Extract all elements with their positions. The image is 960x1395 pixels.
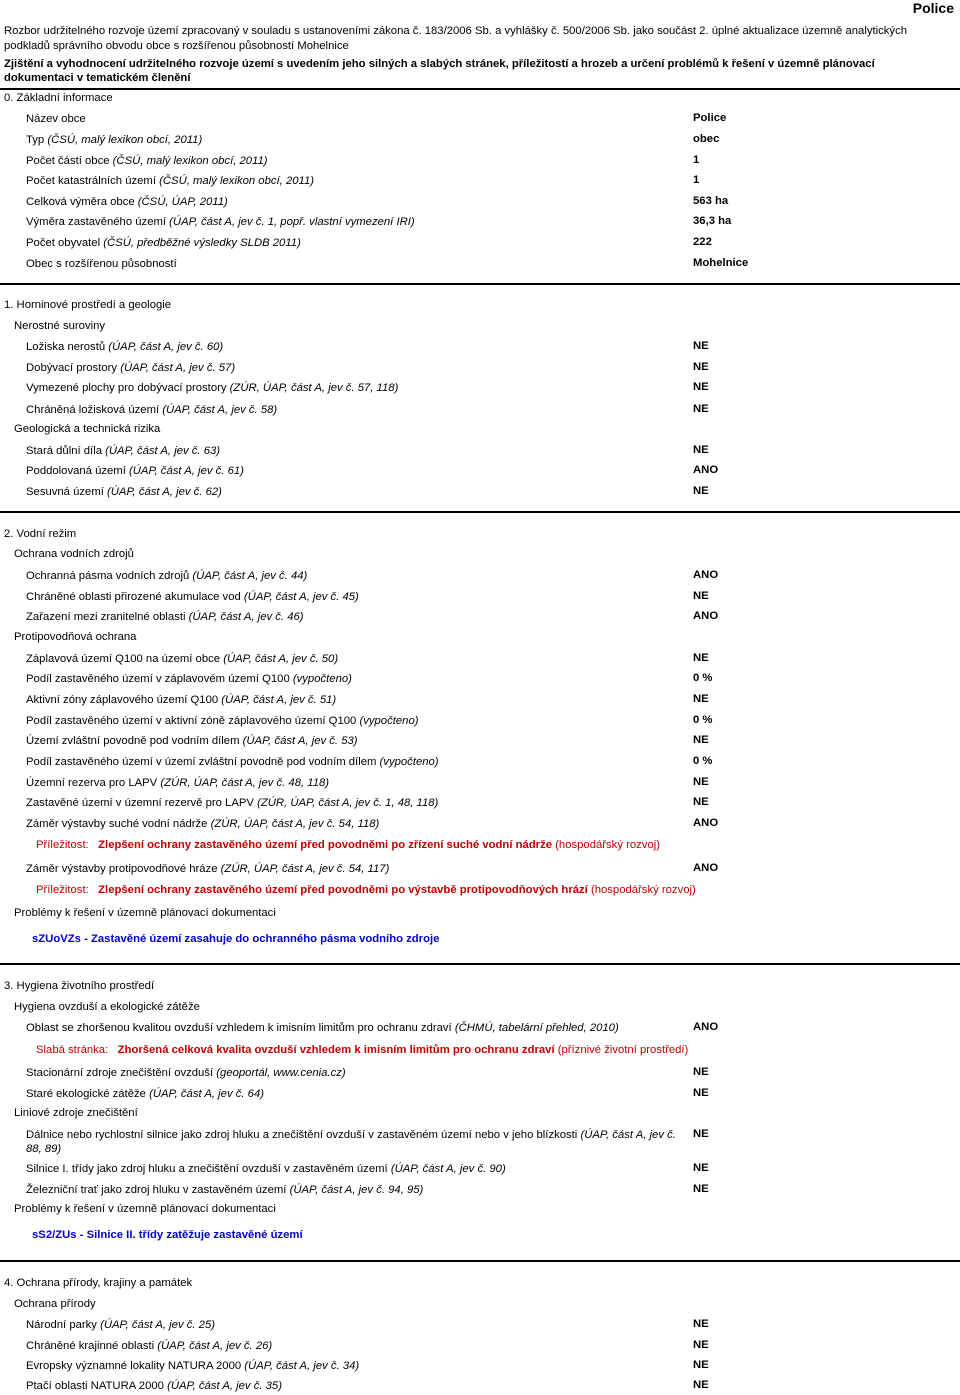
- row-value: NE: [693, 340, 709, 352]
- subsection-title: Ochrana vodních zdrojů: [14, 548, 134, 560]
- section-divider: [0, 283, 960, 285]
- section-divider: [0, 1260, 960, 1262]
- row-label: Národní parky (ÚAP, část A, jev č. 25): [26, 1319, 215, 1331]
- intro-municipality: Mohelnice: [297, 40, 349, 52]
- row-label: Počet katastrálních území (ČSÚ, malý lexikon obcí, 2011): [26, 175, 314, 187]
- row-label: Území zvláštní povodně pod vodním dílem (ÚAP, část A, jev č. 53): [26, 735, 358, 747]
- row-label: Chráněné krajinné oblasti (ÚAP, část A, jev č. 26): [26, 1340, 273, 1352]
- row-label: Podíl zastavěného území v území zvláštní povodně pod vodním dílem (vypočteno): [26, 756, 439, 768]
- row-label: Název obce: [26, 113, 86, 125]
- problems-title: Problémy k řešení v územně plánovací dokumentaci: [14, 1203, 276, 1215]
- row-value: NE: [693, 381, 709, 393]
- row-label: Zastavěné území v územní rezervě pro LAPV (ZÚR, ÚAP, část A, jev č. 1, 48, 118): [26, 797, 439, 809]
- section-divider: [0, 88, 960, 90]
- row-value: ANO: [693, 1021, 719, 1033]
- intro-paragraph: [4, 24, 944, 54]
- row-label: Chráněné oblasti přirozené akumulace vod (ÚAP, část A, jev č. 45): [26, 591, 359, 603]
- row-value: ANO: [693, 817, 719, 829]
- document-topic: Zjištění a vyhodnocení udržitelného rozvoje území s uvedením jeho silných a slabých stránek, příležitostí a hrozeb a určení problémů k řešení v územně plánovací dokumentaci v tematickém členění: [4, 58, 875, 84]
- row-value: 1: [693, 154, 700, 166]
- row-label: Stacionární zdroje znečištění ovzduší (geoportál, www.cenia.cz): [26, 1067, 346, 1079]
- row-label: Ložiska nerostů (ÚAP, část A, jev č. 60): [26, 341, 224, 353]
- section-divider: [0, 511, 960, 513]
- town-name-header: Police: [912, 0, 954, 16]
- row-label: Dálnice nebo rychlostní silnice jako zdroj hluku a znečištění ovzduší v zastavěném území nebo v jeho blízkosti (ÚAP, část A, jev č. 88, 89): [26, 1129, 676, 1155]
- weakness-note: Slabá stránka: Zhoršená celková kvalita ovzduší vzhledem k imisním limitům pro ochranu zdraví (příznivé životní prostředí): [36, 1044, 689, 1056]
- problem-item: sZUoVZs - Zastavěné území zasahuje do ochranného pásma vodního zdroje: [32, 933, 440, 945]
- row-label: Počet částí obce (ČSÚ, malý lexikon obcí, 2011): [26, 155, 268, 167]
- row-value: 0 %: [693, 672, 713, 684]
- row-label: Celková výměra obce (ČSÚ, ÚAP, 2011): [26, 196, 228, 208]
- row-value: NE: [693, 361, 709, 373]
- row-label: Dobývací prostory (ÚAP, část A, jev č. 57): [26, 362, 236, 374]
- problems-title: Problémy k řešení v územně plánovací dokumentaci: [14, 907, 276, 919]
- row-label: Podíl zastavěného území v aktivní zóně záplavového území Q100 (vypočteno): [26, 715, 419, 727]
- opportunity-note: Příležitost: Zlepšení ochrany zastavěného území před povodněmi po zřízení suché vodní nádrže (hospodářský rozvoj): [36, 839, 661, 851]
- row-value: NE: [693, 1087, 709, 1099]
- row-label: Aktivní zóny záplavového území Q100 (ÚAP, část A, jev č. 51): [26, 694, 337, 706]
- opportunity-note: Příležitost: Zlepšení ochrany zastavěného území před povodněmi po výstavbě protipovodňových hrází (hospodářský rozvoj): [36, 884, 696, 896]
- row-value: NE: [693, 1318, 709, 1330]
- row-value: NE: [693, 590, 709, 602]
- section-4-title: 4. Ochrana přírody, krajiny a památek: [4, 1277, 193, 1289]
- subsection-title: Protipovodňová ochrana: [14, 631, 137, 643]
- problem-item: sS2/ZUs - Silnice II. třídy zatěžuje zastavěné území: [32, 1229, 303, 1241]
- row-value: NE: [693, 1359, 709, 1371]
- row-value: 36,3 ha: [693, 215, 732, 227]
- row-label: Železniční trať jako zdroj hluku v zastavěném území (ÚAP, část A, jev č. 94, 95): [26, 1184, 424, 1196]
- subsection-title: Nerostné suroviny: [14, 320, 106, 332]
- row-label: Záměr výstavby protipovodňové hráze (ZÚR, ÚAP, část A, jev č. 54, 117): [26, 863, 390, 875]
- row-label: Silnice I. třídy jako zdroj hluku a znečištění ovzduší v zastavěném území (ÚAP, část A, jev č. 90): [26, 1163, 506, 1175]
- row-value: 563 ha: [693, 195, 729, 207]
- row-value: ANO: [693, 610, 719, 622]
- row-label: Územní rezerva pro LAPV (ZÚR, ÚAP, část A, jev č. 48, 118): [26, 777, 330, 789]
- row-label: Záměr výstavby suché vodní nádrže (ZÚR, ÚAP, část A, jev č. 54, 118): [26, 818, 380, 830]
- subsection-title: Liniové zdroje znečištění: [14, 1107, 138, 1119]
- row-value: 0 %: [693, 755, 713, 767]
- section-3-title: 3. Hygiena životního prostředí: [4, 980, 155, 992]
- row-label: Zařazení mezi zranitelné oblasti (ÚAP, část A, jev č. 46): [26, 611, 304, 623]
- row-label: Stará důlní díla (ÚAP, část A, jev č. 63): [26, 445, 221, 457]
- subsection-title: Ochrana přírody: [14, 1298, 96, 1310]
- row-label: Oblast se zhoršenou kvalitou ovzduší vzhledem k imisním limitům pro ochranu zdraví (ČHMÚ, tabelární přehled, 2010): [26, 1022, 619, 1034]
- row-value: NE: [693, 734, 709, 746]
- row-label: Ochranná pásma vodních zdrojů (ÚAP, část A, jev č. 44): [26, 570, 308, 582]
- row-value: NE: [693, 403, 709, 415]
- row-value: Police: [693, 112, 727, 124]
- row-value: NE: [693, 1183, 709, 1195]
- section-2-title: 2. Vodní režim: [4, 528, 77, 540]
- row-label: Výměra zastavěného území (ÚAP, část A, jev č. 1, popř. vlastní vymezení IRI): [26, 216, 415, 228]
- row-label: Záplavová území Q100 na území obce (ÚAP, část A, jev č. 50): [26, 653, 339, 665]
- row-value: NE: [693, 796, 709, 808]
- row-value: NE: [693, 1339, 709, 1351]
- row-value: obec: [693, 133, 720, 145]
- row-label: Sesuvná území (ÚAP, část A, jev č. 62): [26, 486, 222, 498]
- intro-text: Rozbor udržitelného rozvoje území zpracovaný v souladu s ustanoveními zákona č. 183/2006 Sb. a vyhlášky č. 500/2006 Sb. jako součást 2. úplné aktualizace územně analytických podkladů správního obvodu obce s rozšířenou působností: [4, 25, 908, 52]
- row-label: Ptačí oblasti NATURA 2000 (ÚAP, část A, jev č. 35): [26, 1380, 282, 1392]
- row-label: Evropsky významné lokality NATURA 2000 (ÚAP, část A, jev č. 34): [26, 1360, 360, 1372]
- section-divider: [0, 963, 960, 965]
- row-value: NE: [693, 444, 709, 456]
- row-value: NE: [693, 776, 709, 788]
- row-label: Typ (ČSÚ, malý lexikon obcí, 2011): [26, 134, 203, 146]
- row-label: Vymezené plochy pro dobývací prostory (ZÚR, ÚAP, část A, jev č. 57, 118): [26, 382, 399, 394]
- row-value: NE: [693, 1379, 709, 1391]
- subsection-title: Hygiena ovzduší a ekologické zátěže: [14, 1001, 200, 1013]
- row-value: ANO: [693, 862, 719, 874]
- row-label: Podíl zastavěného území v záplavovém území Q100 (vypočteno): [26, 673, 352, 685]
- row-value: Mohelnice: [693, 257, 749, 269]
- row-value: ANO: [693, 464, 719, 476]
- row-value: NE: [693, 1128, 709, 1140]
- section-0-title: 0. Základní informace: [4, 92, 113, 104]
- row-label: Počet obyvatel (ČSÚ, předběžné výsledky SLDB 2011): [26, 237, 301, 249]
- row-value: NE: [693, 1162, 709, 1174]
- section-1-title: 1. Horninové prostředí a geologie: [4, 299, 172, 311]
- row-value: 222: [693, 236, 712, 248]
- row-label: Obec s rozšířenou působností: [26, 258, 177, 270]
- subsection-title: Geologická a technická rizika: [14, 423, 161, 435]
- row-value: NE: [693, 1066, 709, 1078]
- row-value: NE: [693, 652, 709, 664]
- row-label: Staré ekologické zátěže (ÚAP, část A, jev č. 64): [26, 1088, 264, 1100]
- row-value: NE: [693, 693, 709, 705]
- row-label: Poddolovaná území (ÚAP, část A, jev č. 61): [26, 465, 244, 477]
- row-label: Chráněná ložisková území (ÚAP, část A, jev č. 58): [26, 404, 278, 416]
- row-value: NE: [693, 485, 709, 497]
- row-value: 1: [693, 174, 700, 186]
- row-value: 0 %: [693, 714, 713, 726]
- row-value: ANO: [693, 569, 719, 581]
